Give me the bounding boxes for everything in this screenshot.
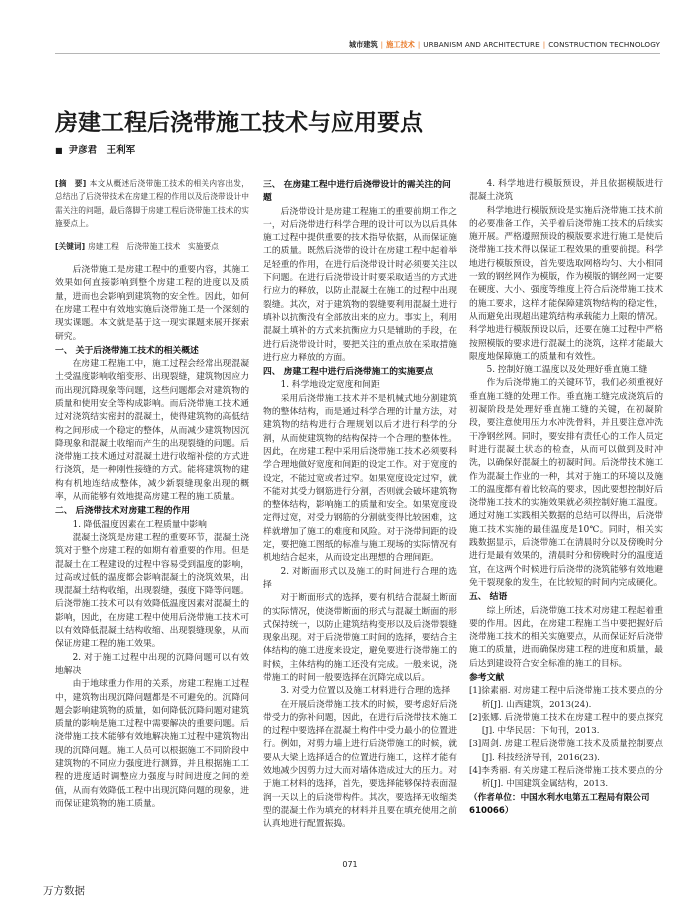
reference-item: [1]徐素丽. 对房建工程中后浇带施工技术要点的分析[J]. 山西建筑，2013(24). (469, 686, 663, 710)
section-2-item-1-paragraph: 混凝土浇筑是房建工程的重要环节，混凝土浇筑对于整个房建工程的如期有着重要的作用。但是混凝土在工程建设的过程中容易受到温度的影响，过高或过低的温度都会影响混凝土的浇筑效果，出现混凝土结构收缩，出现裂缝，强度下降等问题。后浇带施工技术可以有效降低温度因素对混凝土的影响，因此，在房建工程中使用后浇带施工技术可以有效降低混凝土结构收缩、出现裂缝现象，从而保证房建工程的施工效果。 (55, 532, 249, 650)
author-affiliation: （作者单位：中国水利水电第五工程局有限公司 610066） (469, 792, 650, 816)
page-number: 071 (342, 860, 358, 869)
author-marker: ■ (55, 146, 63, 155)
reference-item: [2]张娜. 后浇带施工技术在房建工程中的要点探究[J]. 中华民居：下旬刊，2013. (469, 712, 663, 737)
header-separator: | (417, 40, 421, 49)
section-5-heading: 五、 结语 (469, 592, 508, 603)
section-1-heading: 一、 关于后浇带施工技术的相关概述 (55, 345, 199, 356)
middle-column (263, 178, 457, 838)
reference-item: [4]李秀丽. 有关房建工程后浇带施工技术要点的分析[J]. 中国建筑金属结构，2013. (469, 766, 663, 790)
section-2-heading: 二、 后浇带技术对房建工程的作用 (55, 506, 191, 517)
section-4-item-3-title: 3. 对受力位置以及施工材料进行合理的选择 (280, 686, 451, 697)
reference-list (469, 685, 663, 791)
section-3-heading: 三、 在房建工程中进行后浇带设计的需关注的问题 (263, 180, 451, 204)
section-4-item-4-title: 4. 科学地进行模版预设，并且依据模版进行混凝土浇筑 (469, 179, 663, 203)
section-4-item-3-paragraph: 在开展后浇带施工技术的时候，要考虑好后浇带受力的弥补问题，因此，在进行后浇带技术施工的过程中要选择在混凝土构件中受力最小的位置进行。例如，对剪力墙上进行后浇带施工的时候，就要从大梁上选择适合的位置进行施工，这样才能有效地减少因剪力过大而对墙体造成过大的压力。对于施工材料的选择，首先，要选择能够保持表面湿润一天以上的后浇带构件。其次，要选择无收缩类型的混凝土作为填充的材料并且要在填充使用之前认真地进行配置振捣。 (263, 699, 457, 830)
running-header (349, 40, 660, 50)
section-4-item-5-paragraph: 作为后浇带施工的关键环节，我们必须重视好垂直施工缝的处理工作。垂直施工缝完成浇筑后的初凝阶段是处理好垂直施工缝的关键，在初凝阶段，要注意使用压力水冲洗骨料，并且要注意冲洗干净钢丝网。同时，要安排有责任心的工作人员定时进行混凝土状态的检查，从而可以做到及时冲洗，以确保好混凝土的初凝时间。后浇带技术施工作为混凝土作业的一种，其对于施工的环境以及施工的温度都有着比较高的要求，因此要想控制好后浇带施工技术的实施效果就必须控制好施工温度。通过对施工实践相关数据的总结可以得出，后浇带施工技术实施的最佳温度是10℃。同时，相关实践数据显示，后浇带施工在清晨时分以及傍晚时分进行是最有效果的，清晨时分和傍晚时分的温度适宜，在这两个时候进行后浇带的浇筑能够有效地避免干裂现象的发生，在比较短的时间内完成硬化。 (469, 378, 663, 588)
article-title: 房建工程后浇带施工技术与应用要点 (55, 110, 423, 137)
author-names: 尹彦君 王利军 (68, 145, 136, 156)
section-1-paragraph: 在房建工程施工中，施工过程会经常出现混凝土受温度影响收缩变形、出现裂缝，建筑物因应力而出现沉降现象等问题，这些问题都会对建筑物的质量和使用安全等构成影响。而后浇带施工技术通过对浇筑结实密封的混凝土，使得建筑物的高低结构之间形成一个稳定的整体，从而减少建筑物因沉降现象和混凝土收缩而产生的出现裂缝的问题。后浇带施工技术通过对混凝土进行收缩补偿的方式进行浇筑，是一种刚性接缝的方式。能将建筑物的建构有机地连结成整体，减少新裂缝现象出现的概率，从而能够有效地提高房建工程的施工质量。 (55, 359, 249, 503)
reference-item: [3]周剑. 房建工程后浇带施工技术及质量控制要点[J]. 科技经济导刊，2016(23). (469, 739, 663, 763)
abstract-text: 本文从概述后浇带施工技术的相关内容出发，总结出了后浇带技术在房建工程的作用以及后浇带设计中需关注的问题，最后落脚于房建工程后浇带施工技术的实施要点上。 (55, 179, 249, 229)
header-separator: | (542, 40, 546, 49)
journal-name: 城市建筑 (348, 40, 378, 49)
keywords-label: [关键词] (55, 241, 86, 251)
database-watermark: 万方数据 (43, 885, 85, 897)
keywords-text: 房建工程 后浇带施工技术 实施要点 (88, 241, 219, 251)
section-4-heading: 四、 房建工程中进行后浇带施工的实施要点 (263, 367, 434, 378)
references-heading: 参考文献 (469, 672, 505, 683)
section-2-item-1-title: 1. 降低温度因素在工程质量中影响 (72, 519, 207, 530)
author-line (55, 145, 135, 157)
abstract-label: [摘 要] (55, 179, 87, 188)
right-column (469, 178, 663, 848)
section-2-item-2-paragraph: 由于地球重力作用的关系，房建工程施工过程中，建筑物出现沉降问题都是不可避免的。沉降问题会影响建筑物的质量，如何降低沉降问题对建筑质量的影响是施工过程中需要解决的重要问题。后浇带施工技术能够有效地解决施工过程中建筑物出现的沉降问题。施工人员可以根据施工不同阶段中建筑物的不同应力强度进行测算，并且根据施工工程的进度适时调整应力强度与时间进度之间的差值，从而有效降低工程中出现沉降问题的现象，进而保证建筑物的施工质量。 (55, 679, 249, 809)
section-4-item-4-paragraph: 科学地进行模版预设是实施后浇带施工技术前的必要准备工作，关乎着后浇带施工技术的后续实施开展。严格遵照预设的模版要求进行施工是使后浇带施工技术得以保证工程效果的重要前提。科学地进行模版预设，首先要选取网格均匀、大小相同一致的钢丝网作为模版，作为模版的钢丝网一定要在硬度、大小、强度等维度上符合后浇带施工技术的施工要求，这样才能保障建筑物结构的稳定性，从而避免出现超出建筑结构承载能力上限的情况。科学地进行模版预设以后，还要在施工过程中严格按照模版的要求进行混凝土的浇筑，这样才能最大限度地保障施工的质量和有效性。 (469, 205, 663, 362)
journal-name-en: URBANISM AND ARCHITECTURE (423, 40, 540, 49)
section-name: 施工技术 (386, 40, 415, 49)
section-4-item-5-title: 5. 控制好施工温度以及处理好垂直施工缝 (486, 365, 648, 376)
section-4-item-1-title: 1. 科学地设定宽度和间距 (280, 380, 380, 391)
section-4-item-2-paragraph: 对于断面形式的选择，要有机结合混凝土断面的实际情况，使浇带断面的形式与混凝土断面的形式保持统一，以防止建筑结构变形以及后浇带裂缝现象出现。对于后浇带施工时间的选择，要结合主体结构的施工进度来设定，避免要进行浇带施工的时候，主体结构的施工还没有完成。一般来说，浇带施工的时间一般要选择在沉降完成以后。 (263, 593, 457, 683)
section-4-item-2-title: 2. 对断面形式以及施工的时间进行合理的选择 (263, 566, 457, 590)
section-2-item-2-title: 2. 对于施工过程中出现的沉降问题可以有效地解决 (55, 652, 249, 676)
keywords (55, 240, 249, 253)
section-4-item-1-paragraph: 采用后浇带施工技术并不是机械式地分割建筑物的整体结构，而是通过科学合理的计量方法，对建筑物的结构进行合理规划以后才进行科学的分割，从而使建筑物的结构保持一个合理的整体性。因此，在房建工程中采用后浇带施工技术必须要科学合理地做好宽度和间距的设定工作。对于宽度的设定，不能过宽或者过窄。如果宽度设定过窄，就不能对其受力钢筋进行分割，否则就会破坏建筑物的整体结构，影响施工的质量和安全。如果宽度设定得过宽，对受力钢筋的分割就变得比较困难，这样就增加了施工的难度和风险。对于浇带间距的设定，要把施工图纸的标准与施工现场的实际情况有机地结合起来，从而设定出理想的合理间距。 (263, 393, 457, 564)
section-name-en: CONSTRUCTION TECHNOLOGY (548, 40, 660, 49)
header-separator: | (380, 40, 384, 49)
header-rule (55, 53, 660, 54)
left-column (55, 177, 249, 837)
abstract (55, 177, 249, 231)
section-3-paragraph: 后浇带设计是房建工程施工的重要前期工作之一，对后浇带进行科学合理的设计可以为以后具体施工过程中提供重要的技术指导依据，从而保证施工的质量。既然后浇带的设计在房建工程中起着举足轻重的作用，在进行后浇带设计时必须要关注以下问题。在进行后浇带设计时要采取适当的方式进行应力的释放，以防止混凝土在施工的过程中出现裂缝。其次，对于建筑物的裂缝要利用混凝土进行填补以抗衡没有全部放出来的应力。事实上，利用混凝土填补的方式来抗衡应力只是辅助的手段，在进行后浇带设计时，要把关注的重点放在采取措施进行应力释放的方面。 (263, 206, 457, 363)
conclusion-paragraph: 综上所述，后浇带施工技术对房建工程起着重要的作用。因此，在房建工程施工当中要把握好后浇带施工技术的相关实施要点，从而保证好后浇带施工的质量，进而确保房建工程的进度和质量，最后达到建设符合安全标准的施工的目标。 (469, 605, 663, 669)
intro-paragraph: 后浇带施工是房建工程中的重要内容，其施工效果如何直接影响到整个房建工程的进度以及质量，进而也会影响到建筑物的安全性。因此，如何在房建工程中有效地实施后浇带施工是一个深刻的现实课题。本文就是基于这一现实课题来展开探索研究。 (55, 265, 249, 342)
